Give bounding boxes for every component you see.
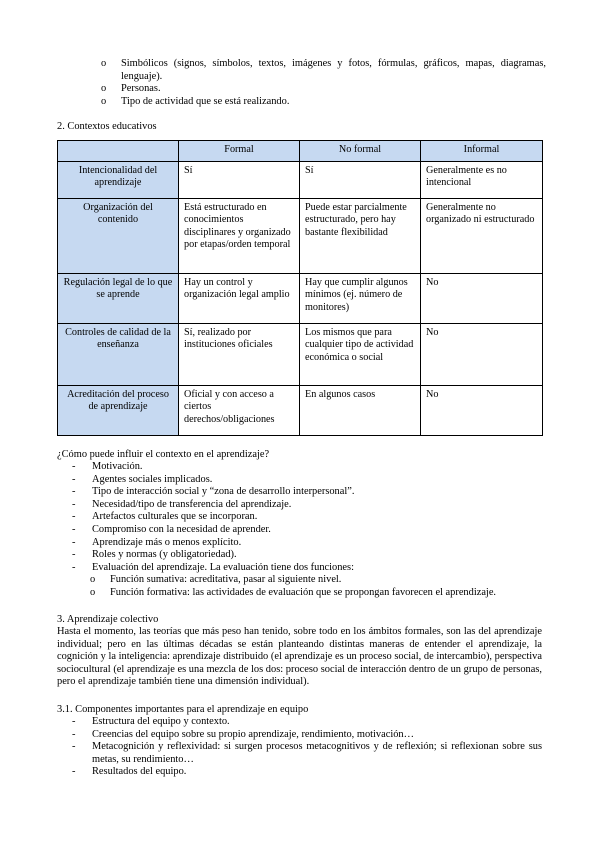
table-cell: Generalmente es no intencional	[421, 162, 543, 199]
section-3-paragraph: Hasta el momento, las teorías que más peso han tenido, sobre todo en los ámbitos formales, son las del aprendizaje individual; pero en las últimas décadas se están planteando distintas maneras de entender el aprendizaje, la cognición y la inteligencia: aprendizaje distribuido (el aprendizaje es un proceso social, de intercambio), perspectiva sociocultural (el aprendizaje es una mezcla de los dos: proceso social de interacción dentro de un grupo de personas, pero el aprendizaje también tiene una dimensión individual).	[57, 626, 542, 688]
table-row	[58, 274, 543, 324]
table-cell: Hay un control y organización legal amplio	[179, 274, 300, 324]
list-marker: -	[72, 498, 76, 510]
list-item: o Personas.	[101, 83, 161, 95]
table-cell: No	[421, 324, 543, 386]
list-item: o Función sumativa: acreditativa, pasar al siguiente nivel.	[90, 574, 342, 586]
section-3-heading: 3. Aprendizaje colectivo	[57, 614, 159, 625]
list-marker: -	[72, 486, 76, 498]
table-header-cell: Formal	[179, 141, 300, 162]
list-item: o Función formativa: las actividades de evaluación que se propongan favorecen el aprendizaje.	[90, 586, 497, 598]
table-row	[58, 162, 543, 199]
list-item: - Compromiso con la necesidad de aprender.	[72, 523, 271, 535]
list-marker: -	[72, 473, 76, 485]
table-cell: Oficial y con acceso a ciertos derechos/obligaciones	[179, 386, 300, 436]
list-marker: -	[72, 741, 76, 753]
list-marker: o	[101, 58, 107, 69]
list-item: - Creencias del equipo sobre su propio aprendizaje, rendimiento, motivación…	[72, 728, 415, 740]
table-row	[58, 386, 543, 436]
list-marker: -	[72, 561, 76, 573]
list-item: - Metacognición y reflexividad: si surgen procesos metacognitivos y de reflexión; si reflexionan sobre sus metas, su rendimiento…	[72, 741, 542, 765]
list-marker: -	[72, 523, 76, 535]
team-list	[72, 716, 542, 779]
table-cell: Está estructurado en conocimientos disciplinares y organizado por etapas/orden temporal	[179, 199, 300, 274]
table-cell: En algunos casos	[300, 386, 421, 436]
row-header-cell: Intencionalidad del aprendizaje	[58, 162, 179, 199]
list-item: - Agentes sociales implicados.	[72, 473, 213, 485]
list-marker: o	[101, 95, 107, 107]
list-marker: o	[90, 586, 96, 598]
list-marker: -	[72, 716, 76, 727]
row-header-cell: Regulación legal de lo que se aprende	[58, 274, 179, 324]
contexts-table	[57, 140, 543, 436]
table-cell: No	[421, 386, 543, 436]
influence-list	[72, 461, 542, 600]
list-item: - Estructura del equipo y contexto.	[72, 716, 230, 727]
table-header-cell	[58, 141, 179, 162]
list-item: o Tipo de actividad que se está realizando.	[101, 95, 290, 107]
table-header-cell: Informal	[421, 141, 543, 162]
list-item: - Artefactos culturales que se incorporan.	[72, 511, 258, 523]
list-marker: -	[72, 461, 76, 472]
section-3-1-heading: 3.1. Componentes importantes para el aprendizaje en equipo	[57, 704, 309, 715]
top-list	[101, 58, 546, 108]
evaluation-sublist	[72, 574, 542, 599]
list-marker: -	[72, 549, 76, 561]
list-item: - Evaluación del aprendizaje. La evaluación tiene dos funciones:	[72, 561, 354, 573]
table-cell: Sí	[179, 162, 300, 199]
list-marker: o	[101, 83, 107, 95]
list-item: - Resultados del equipo.	[72, 766, 187, 778]
table-cell: Sí, realizado por instituciones oficiales	[179, 324, 300, 386]
row-header-cell: Acreditación del proceso de aprendizaje	[58, 386, 179, 436]
list-marker: o	[90, 574, 96, 586]
table-row	[58, 324, 543, 386]
list-item: - Roles y normas (y obligatoriedad).	[72, 549, 237, 561]
row-header-cell: Controles de calidad de la enseñanza	[58, 324, 179, 386]
table-header-cell: No formal	[300, 141, 421, 162]
table-row	[58, 199, 543, 274]
influence-question: ¿Cómo puede influir el contexto en el aprendizaje?	[57, 449, 270, 460]
table-cell: No	[421, 274, 543, 324]
table-cell: Puede estar parcialmente estructurado, pero hay bastante flexibilidad	[300, 199, 421, 274]
table-header-row	[58, 141, 543, 162]
list-item: - Motivación.	[72, 461, 143, 472]
list-item: - Tipo de interacción social y “zona de desarrollo interpersonal”.	[72, 486, 355, 498]
list-item: o Simbólicos (signos, símbolos, textos, imágenes y fotos, fórmulas, gráficos, mapas, diagramas, lenguaje).	[101, 58, 546, 82]
row-header-cell: Organización del contenido	[58, 199, 179, 274]
table-cell: Sí	[300, 162, 421, 199]
list-item: - Necesidad/tipo de transferencia del aprendizaje.	[72, 498, 292, 510]
table-cell: Los mismos que para cualquier tipo de actividad económica o social	[300, 324, 421, 386]
list-marker: -	[72, 511, 76, 523]
list-marker: -	[72, 766, 76, 778]
list-marker: -	[72, 536, 76, 548]
section-2-heading: 2. Contextos educativos	[57, 121, 157, 132]
list-marker: -	[72, 728, 76, 740]
table-cell: Hay que cumplir algunos mínimos (ej. número de monitores)	[300, 274, 421, 324]
table-cell: Generalmente no organizado ni estructurado	[421, 199, 543, 274]
list-item: - Aprendizaje más o menos explícito.	[72, 536, 242, 548]
